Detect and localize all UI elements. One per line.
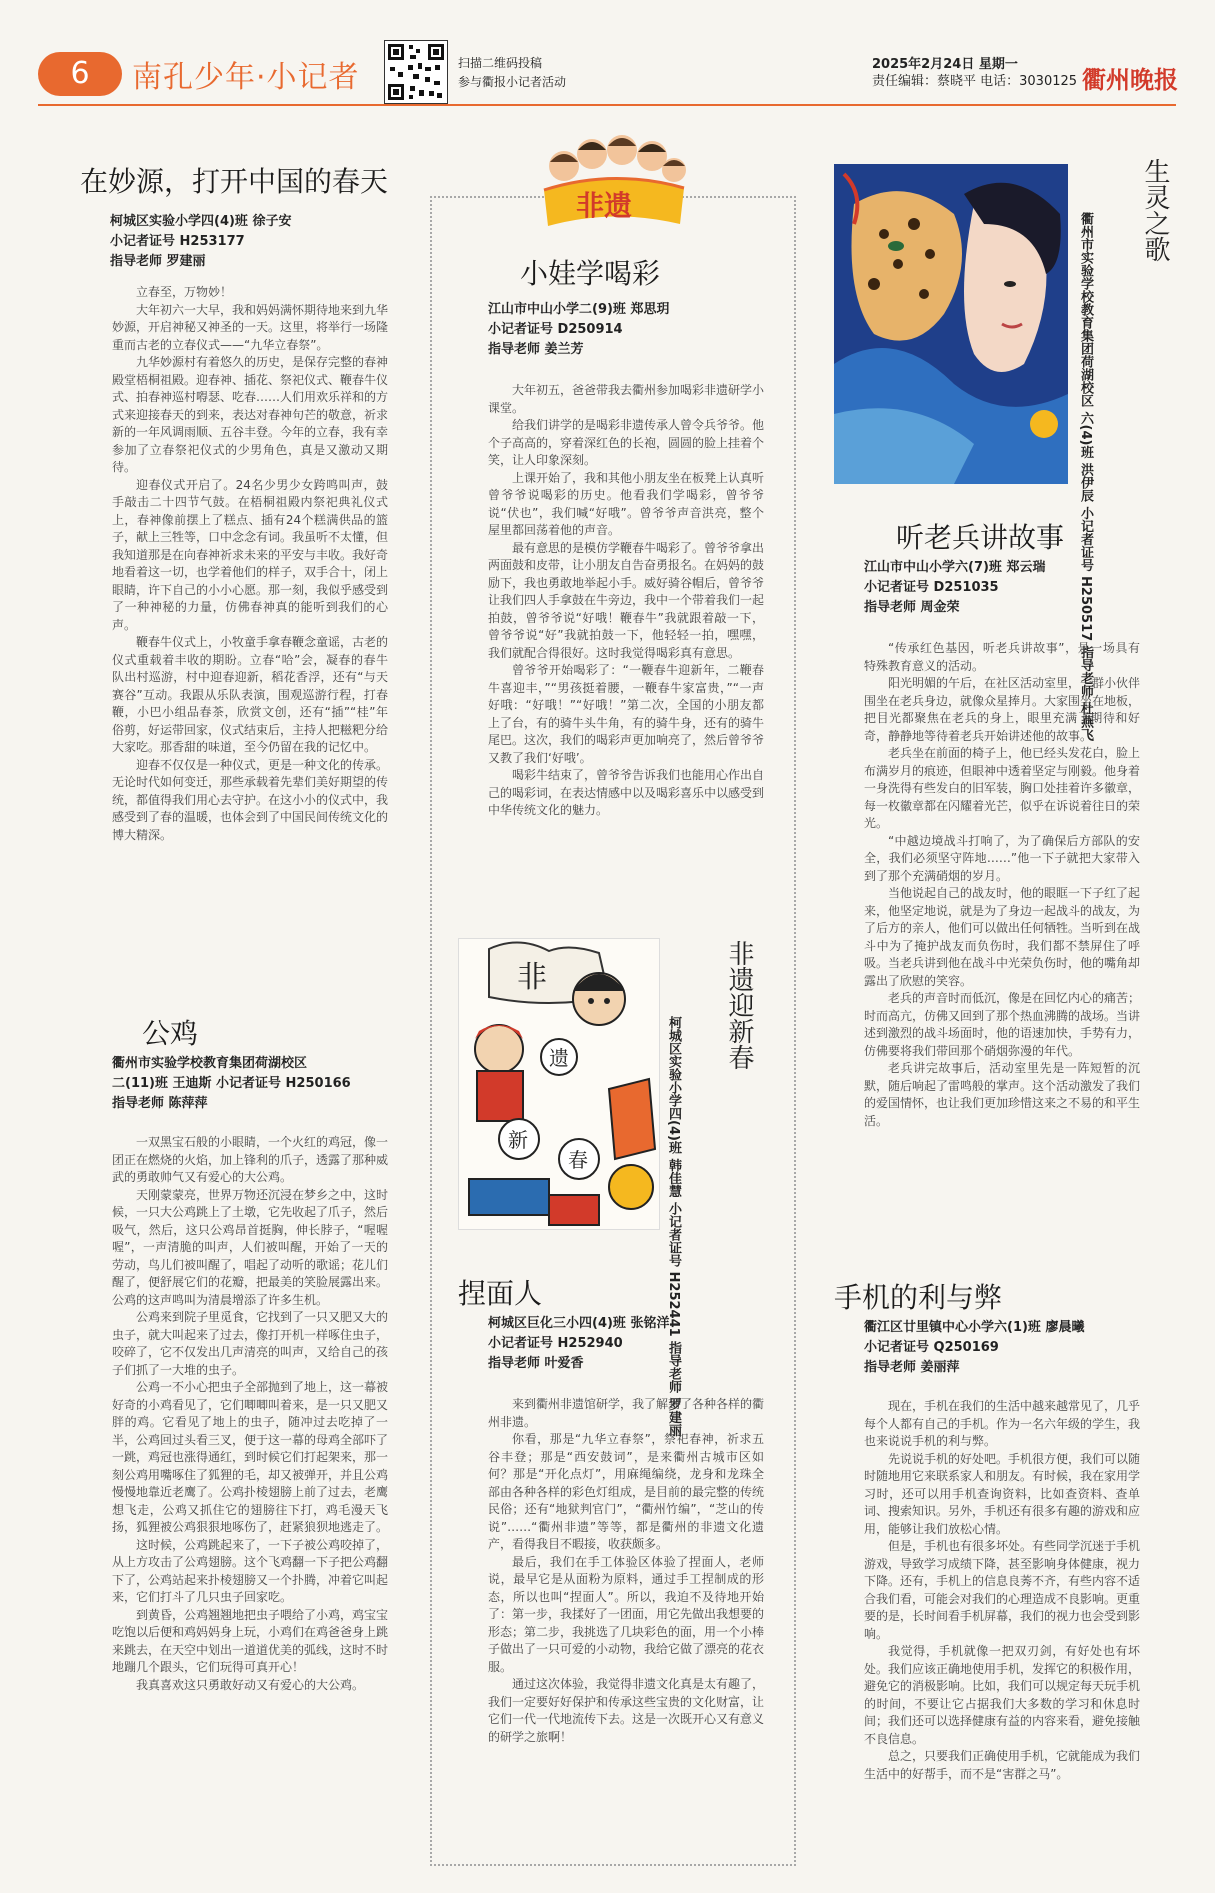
reporter-card: 小记者证号 H252441 xyxy=(666,1202,681,1337)
paragraph: “传承红色基因，听老兵讲故事”，是一场具有特殊教育意义的活动。 xyxy=(864,641,1140,673)
article-body xyxy=(112,1134,388,1860)
page-number: 6 xyxy=(38,52,122,96)
drawing-title: 非遗迎新春 xyxy=(724,940,754,1070)
painting-spirit xyxy=(834,164,1068,484)
paragraph: 给我们讲学的是喝彩非遗传承人曾令兵爷爷。他个子高高的，穿着深红色的长袍，圆圆的脸上挂着个笑，让人印象深刻。 xyxy=(488,418,764,467)
paragraph: “中越边境战斗打响了，为了确保后方部队的安全，我们必须坚守阵地……”他一下子就把大家带入到了那个充满硝烟的岁月。 xyxy=(864,833,1140,883)
paragraph: 最有意思的是模仿学鞭春牛喝彩了。曾爷爷拿出两面鼓和皮带，让小朋友自告奋勇报名。在妈妈的鼓励下，我也勇敢地举起小手。威好骑谷帽后，曾爷爷让我们四人手拿鼓在牛旁边，我中一个带着我们一起拍鼓，曾爷爷说“好哦！鞭春牛”我就跟着敲一下，曾爷爷说“好”我就拍鼓一下，他轻轻一拍，嘿嘿，我们就配合得很好。这时我觉得喝彩真有意思。 xyxy=(488,540,764,660)
issue-date: 2025年2月24日 星期一 xyxy=(872,57,1018,72)
qr-hint xyxy=(458,54,566,92)
teacher: 指导老师 杜燕飞 xyxy=(1078,645,1093,742)
heritage-badge xyxy=(534,128,692,232)
article-miaoyuan xyxy=(80,160,398,272)
painting-title: 生灵之歌 xyxy=(1140,158,1170,262)
author: 江山市中山小学二(9)班 郑思玥 xyxy=(488,302,670,317)
reporter-card: 小记者证号 Q250169 xyxy=(864,1340,999,1355)
author: 衢州市实验学校教育集团荷湖校区 xyxy=(112,1056,308,1071)
paragraph: 阳光明媚的午后，在社区活动室里，一群小伙伴围坐在老兵身边，就像众星捧月。大家围坐在地板，把目光都聚焦在老兵的身上，眼里充满了期待和好奇，静静地等待着老兵开始讲述他的故事。 xyxy=(864,676,1140,743)
reporter-card: 六(4)班 洪伊辰 小记者证号 H250517 xyxy=(1078,411,1093,642)
reporter-card: 小记者证号 H252940 xyxy=(488,1336,623,1351)
paragraph: 老兵讲完故事后，活动室里先是一阵短暂的沉默，随后响起了雷鸣般的掌声。这个活动激发了我们的爱国情怀，也让我们更加珍惜这来之不易的和平生活。 xyxy=(864,1061,1140,1128)
teacher: 指导老师 罗建丽 xyxy=(666,1341,681,1437)
paragraph: 喝彩牛结束了，曾爷爷告诉我们也能用心作出自己的喝彩词，在表达情感中以及喝彩喜乐中以感受到中华传统文化的魅力。 xyxy=(488,768,764,817)
paragraph: 我觉得，手机就像一把双刃剑，有好处也有坏处。我们应该正确地使用手机，发挥它的积极作用，避免它的消极影响。比如，我们可以规定每天玩手机的时间，不要让它占据我们大多数的学习和休息时间；我们还可以选择健康有益的内容来看，避免接触不良信息。 xyxy=(864,1644,1140,1746)
paragraph: 来到衢州非遗馆研学，我了解到了各种各样的衢州非遗。 xyxy=(488,1397,764,1429)
paragraph: 一双黑宝石般的小眼睛，一个火红的鸡冠，像一团正在燃烧的火焰，加上锋利的爪子，透露了那种威武的勇敢帅气又有爱心的大公鸡。 xyxy=(112,1135,388,1184)
paragraph: 老兵的声音时而低沉，像是在回忆内心的痛苦；时而高亢，仿佛又回到了那个热血沸腾的战场。当讲述到激烈的战斗场面时，他的语速加快，手势有力，仿佛要将我们带回那个硝烟弥漫的年代。 xyxy=(864,991,1140,1058)
editor-info: 责任编辑：蔡晓平 电话：3030125 xyxy=(872,74,1078,89)
article-body xyxy=(112,284,388,964)
paragraph: 这时候，公鸡跳起来了，一下子被公鸡咬掉了，从上方攻击了公鸡翅膀。这个飞鸡翻一下子把公鸡翻下了，公鸡站起来扑棱翅膀又一个扑腾，冲着它叫起来，它们打斗了几只虫子回家吃。 xyxy=(112,1537,388,1604)
paragraph: 上课开始了，我和其他小朋友坐在板凳上认真听曾爷爷说喝彩的历史。他看我们学喝彩，曾爷爷说“伏也”，我们喊“好哦”。曾爷爷声音洪亮，整个屋里都回荡着他的声音。 xyxy=(488,470,764,537)
author: 柯城区实验小学四(4)班 韩佳慧 xyxy=(666,1016,681,1198)
paragraph: 公鸡一不小心把虫子全部抛到了地上，这一幕被好奇的小鸡看见了，它们唧唧叫着来，是一只又肥又胖的鸡。它看见了地上的虫子，随冲过去吃掉了一半，公鸡回过头看三叉，便于这一幕的母鸡全部吓了一跳，鸡冠也涨得通红，到时候它们打起架来，那一刻公鸡用嘴啄住了狐狸的毛，却又被弹开，并且公鸡慢慢地靠近老鹰了。公鸡扑棱翅膀上前了过去，老鹰想飞走，公鸡又抓住它的翅膀往下打，鸡毛漫天飞扬，狐狸被公鸡狠狠地啄伤了，赶紧狼狈地逃走了。 xyxy=(112,1380,388,1534)
byline xyxy=(488,1314,669,1374)
paragraph: 曾爷爷开始喝彩了：“一鞭春牛迎新年，二鞭春牛喜迎丰，”“男孩挺着腰，一鞭春牛家富贵，”“一声好哦：“好哦！”“好哦！”第二次，全国的小朋友都上了台，有的骑牛头牛角，有的骑牛身，还有的骑牛尾巴。这次，我们的喝彩声更加响亮了，然后曾爷爷又教了我们‘好哦’。 xyxy=(488,663,764,765)
byline xyxy=(110,212,398,272)
article-body xyxy=(864,640,1140,1252)
article-body xyxy=(488,1396,764,1852)
article-caicha xyxy=(520,252,780,292)
paragraph: 天刚蒙蒙亮，世界万物还沉浸在梦乡之中，这时候，一只大公鸡跳上了土墩，它先收起了爪子，然后吸气，然后，这只公鸡昂首挺胸，伸长脖子，“喔喔喔”，一声清脆的叫声，人们被叫醒，开始了一天的劳动，鸟儿们被叫醒了，唱起了动听的歌谣；花儿们醒了，便舒展它们的花瓣，把最美的笑脸展露出来。公鸡的这声鸣叫为清晨增添了许多生机。 xyxy=(112,1187,388,1307)
paragraph: 老兵坐在前面的椅子上，他已经头发花白，脸上布满岁月的痕迹，但眼神中透着坚定与刚毅。他身着一身洗得有些发白的旧军装，胸口处挂着许多徽章，每一枚徽章都在闪耀着光芒，似乎在诉说着往日的荣光。 xyxy=(864,746,1140,830)
teacher: 指导老师 叶爱香 xyxy=(488,1356,584,1371)
paragraph: 但是，手机也有很多坏处。有些同学沉迷于手机游戏，导致学习成绩下降，甚至影响身体健康，视力下降。还有，手机上的信息良莠不齐，有些内容不适合我们看，可能会对我们的心理造成不良影响。更重要的是，长时间看手机屏幕，我们的视力也会受到影响。 xyxy=(864,1539,1140,1641)
reporter-card: 二(11)班 王迪斯 小记者证号 H250166 xyxy=(112,1076,351,1091)
byline xyxy=(864,558,1045,618)
author: 衢江区廿里镇中心小学六(1)班 廖晨曦 xyxy=(864,1320,1085,1335)
article-title: 听老兵讲故事 xyxy=(896,521,1065,554)
teacher: 指导老师 周金荣 xyxy=(864,600,960,615)
article-title: 手机的利与弊 xyxy=(834,1281,1003,1314)
paragraph: 到黄昏，公鸡翘翘地把虫子喂给了小鸡，鸡宝宝吃饱以后便和鸡妈妈身上玩，小鸡们在鸡爸爸身上跳来跳去，在天空中划出一道道优美的弧线，这时不时地蹦几个跟头，它们玩得可真开心！ xyxy=(112,1607,388,1674)
paragraph: 通过这次体验，我觉得非遗文化真是太有趣了，我们一定要好好保护和传承这些宝贵的文化财富，让它们一代一代地流传下去。这是一次既开心又有意义的研学之旅啊！ xyxy=(488,1677,764,1744)
article-rooster xyxy=(142,1012,402,1052)
article-title: 在妙源，打开中国的春天 xyxy=(80,165,389,198)
author: 江山市中山小学六(7)班 郑云瑞 xyxy=(864,560,1046,575)
paragraph: 最后，我们在手工体验区体验了捏面人，老师说，最早它是从面粉为原料，通过手工捏制成的形态，所以也叫“捏面人”。所以，我迫不及待地开始了：第一步，我揉好了一团面，用它先做出我想要的形态；第二步，我挑选了几块彩色的面，用一个小棒子做出了一只可爱的小动物，我给它做了漂亮的花衣服。 xyxy=(488,1554,764,1674)
svg-text:新: 新 xyxy=(508,1128,528,1152)
paragraph: 我真喜欢这只勇敢好动又有爱心的大公鸡。 xyxy=(136,1677,365,1692)
byline xyxy=(864,1318,1084,1378)
byline xyxy=(488,300,669,360)
author: 衢州市实验学校教育集团荷湖校区 xyxy=(1078,212,1093,407)
paragraph: 迎春仪式开启了。24名少男少女跨鸣叫声，鼓手敲击二十四节气鼓。在梧桐祖殿内祭祀典礼仪式上，春神像前摆上了糕点、插有24个糕满供品的篮子，献上三牲等，口中念念有词。我虽听不太懂，但我知道那是在向春神祈求未来的平安与丰收。我好奇地看着这一切，也学着他们的样子，双手合十，闭上眼睛，许下自己的小小心愿。那一刻，我似乎感受到了一种神秘的力量，仿佛春神真的能听到我们的心声。 xyxy=(112,477,388,632)
reporter-card: 小记者证号 D250914 xyxy=(488,322,623,337)
article-body xyxy=(488,382,764,908)
byline xyxy=(112,1054,351,1114)
newspaper-logo: 衢州晚报 xyxy=(1082,65,1178,94)
article-title: 公鸡 xyxy=(142,1017,199,1050)
svg-text:非: 非 xyxy=(517,960,547,995)
qr-code[interactable] xyxy=(384,40,448,104)
header-rule xyxy=(38,104,1176,106)
badge-label: 非遗 xyxy=(576,189,633,222)
paragraph: 九华妙源村有着悠久的历史，是保存完整的春神殿堂梧桐祖殿。迎春神、插花、祭祀仪式、鞭春牛仪式、拍春神巡村嘚瑟、吃春……人们用欢乐祥和的方式来迎接春天的到来，表达对春神句芒的敬意，祈求新的一年风调雨顺、五谷丰登。今年的立春，我有幸参加了立春祭祀仪式的少男角色，真是又激动又期待。 xyxy=(112,355,388,474)
teacher: 指导老师 姜兰芳 xyxy=(488,342,584,357)
author: 柯城区巨化三小四(4)班 张铭洋 xyxy=(488,1316,670,1331)
paragraph: 公鸡来到院子里觅食，它找到了一只又肥又大的虫子，就大叫起来了过去，像打开机一样啄住虫子，咬碎了，它不仅发出几声清亮的叫声，又给自己的孩子们抓了一大堆的虫子。 xyxy=(112,1310,388,1377)
article-mianren xyxy=(458,1272,718,1312)
article-title: 小娃学喝彩 xyxy=(520,257,661,290)
reporter-card: 小记者证号 D251035 xyxy=(864,580,999,595)
paragraph: 立春至，万物妙！ xyxy=(136,285,233,299)
article-body xyxy=(864,1398,1140,1860)
paragraph: 现在，手机在我们的生活中越来越常见了，几乎每个人都有自己的手机。作为一名六年级的学生，我也来说说手机的利与弊。 xyxy=(864,1399,1140,1448)
paragraph: 先说说手机的好处吧。手机很方便，我们可以随时随地用它来联系家人和朋友。有时候，我在家用学习时，还可以用手机查询资料，比如查资料、查单词、搜索知识。另外，手机还有很多有趣的游戏和应用，能够让我们放松心情。 xyxy=(864,1451,1140,1536)
teacher: 指导老师 陈萍萍 xyxy=(112,1096,208,1111)
article-veteran xyxy=(896,516,1166,556)
section-title: 南孔少年·小记者 xyxy=(132,60,360,95)
paragraph: 迎春不仅仅是一种仪式，更是一种文化的传承。无论时代如何变迁，那些承载着先辈们美好期望的传统，都值得我们用心去守护。在这小小的仪式中，我感受到了春的温暖，也体会到了中国民间传统文化的博大精深。 xyxy=(112,757,388,842)
qr-hint-line2: 参与衢报小记者活动 xyxy=(458,75,567,89)
paragraph: 大年初六一大早，我和妈妈满怀期待地来到九华妙源，开启神秘又神圣的一天。这里，将举行一场隆重而古老的立春仪式——“九华立春祭”。 xyxy=(112,302,388,352)
dateline xyxy=(872,56,1077,90)
paragraph: 鞭春牛仪式上，小牧童手拿春鞭念童谣，古老的仪式重载着丰收的期盼。立春“哈”会，凝春的春牛队出村巡游，村中迎春迎新，稻花香浮，还有“与天赛谷”互动。我跟从乐队表演，围观巡游行程，打春鞭，小巴小组品春茶，欣赏文创，还有“插”“桂”年俗剪，好运带回家，仪式结束后，主持人把糍粑分给大家吃。那香甜的味道，至今仍留在我的记忆中。 xyxy=(112,635,388,754)
page-header xyxy=(0,0,1215,110)
article-title: 捏面人 xyxy=(458,1277,543,1310)
paragraph: 当他说起自己的战友时，他的眼眶一下子红了起来，他坚定地说，就是为了身边一起战斗的战友，为了后方的亲人，他们可以做出任何牺牲。当听到在战斗中为了掩护战友而负伤时，我们都不禁屏住了呼吸。当老兵讲到他在战斗中光荣负伤时，他的嘴角却露出了欣慰的笑容。 xyxy=(864,886,1140,988)
teacher: 指导老师 姜丽萍 xyxy=(864,1360,960,1375)
svg-text:遗: 遗 xyxy=(549,1046,569,1070)
paragraph: 你看，那是“九华立春祭”，祭祀春神，祈求五谷丰登；那是“西安鼓词”，是来衢州古城市区如何？那是“开化点灯”，用麻绳编绕，龙身和龙珠全部由各种各样的彩色灯组成，是目前的最完整的传统民俗；还有“地狱判官门”，“衢州竹编”，“芝山的传说”……“衢州非遗”等等，都是衢州的非遗文化遗产，看得我目不暇接，收获颇多。 xyxy=(488,1432,764,1551)
reporter-card: 小记者证号 H253177 xyxy=(110,234,245,249)
article-phone xyxy=(834,1276,1104,1316)
drawing-new-year xyxy=(458,938,660,1230)
qr-hint-line1: 扫描二维码投稿 xyxy=(458,56,543,70)
teacher: 指导老师 罗建丽 xyxy=(110,254,206,269)
paragraph: 总之，只要我们正确使用手机，它就能成为我们生活中的好帮手，而不是“害群之马”。 xyxy=(864,1749,1140,1781)
svg-text:春: 春 xyxy=(568,1148,588,1172)
paragraph: 大年初五，爸爸带我去衢州参加喝彩非遗研学小课堂。 xyxy=(488,383,764,415)
author: 柯城区实验小学四(4)班 徐子安 xyxy=(110,214,292,229)
